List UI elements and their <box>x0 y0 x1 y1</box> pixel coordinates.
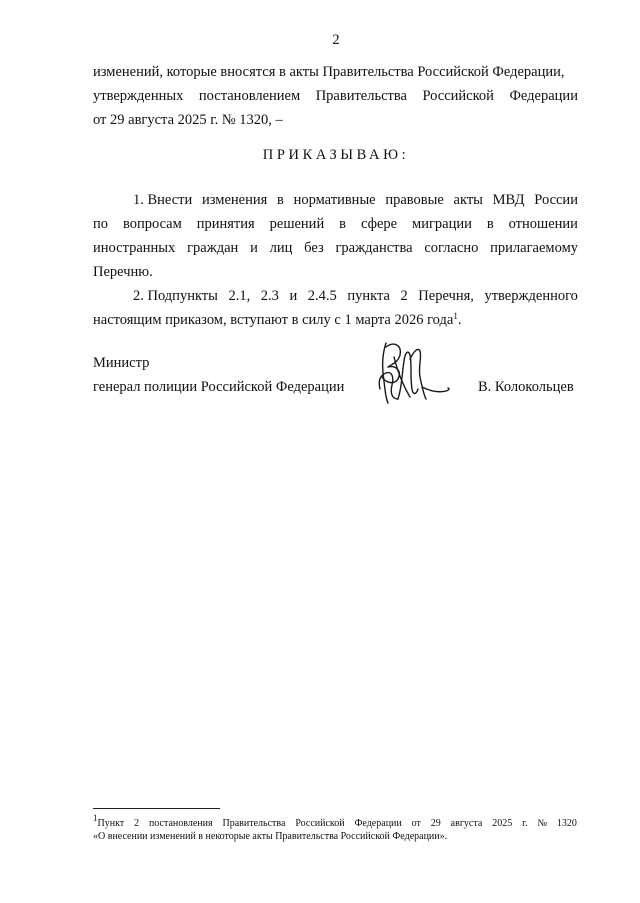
signer-position: Министр <box>93 355 150 371</box>
signer-name: В. Колокольцев <box>478 379 574 395</box>
item2-line-1: 2. Подпункты 2.1, 2.3 и 2.4.5 пункта 2 Перечня, утвержденного <box>133 288 578 304</box>
intro-line-2: утвержденных постановлением Правительства Российской Федерации <box>93 88 578 104</box>
page-number: 2 <box>332 32 340 48</box>
signer-rank: генерал полиции Российской Федерации <box>93 379 345 395</box>
footnote-divider <box>93 808 220 809</box>
order-heading: ПРИКАЗЫВАЮ: <box>262 147 410 163</box>
item1-line-1: 1. Внести изменения в нормативные правовые акты МВД России <box>133 192 578 208</box>
item2-line-2: настоящим приказом, вступают в силу с 1 марта 2026 года$^1$. <box>93 311 462 328</box>
item1-line-3: иностранных граждан и лиц без гражданства согласно прилагаемому <box>93 240 578 256</box>
handwritten-signature <box>372 337 452 409</box>
footnote-reference[interactable]: 1 <box>453 311 458 321</box>
footnote-marker: 1 <box>93 813 98 823</box>
intro-line-1: изменений, которые вносятся в акты Правительства Российской Федерации, <box>93 64 565 80</box>
item1-line-2: по вопросам принятия решений в сфере миграции в отношении <box>93 216 578 232</box>
footnote-line-2: «О внесении изменений в некоторые акты Правительства Российской Федерации». <box>93 831 448 842</box>
item1-line-4: Перечню. <box>93 264 153 280</box>
footnote-line-1: $^1$Пункт 2 постановления Правительства Российской Федерации от 29 августа 2025 г. № 1320 <box>93 813 577 829</box>
intro-line-3: от 29 августа 2025 г. № 1320, – <box>93 112 283 128</box>
